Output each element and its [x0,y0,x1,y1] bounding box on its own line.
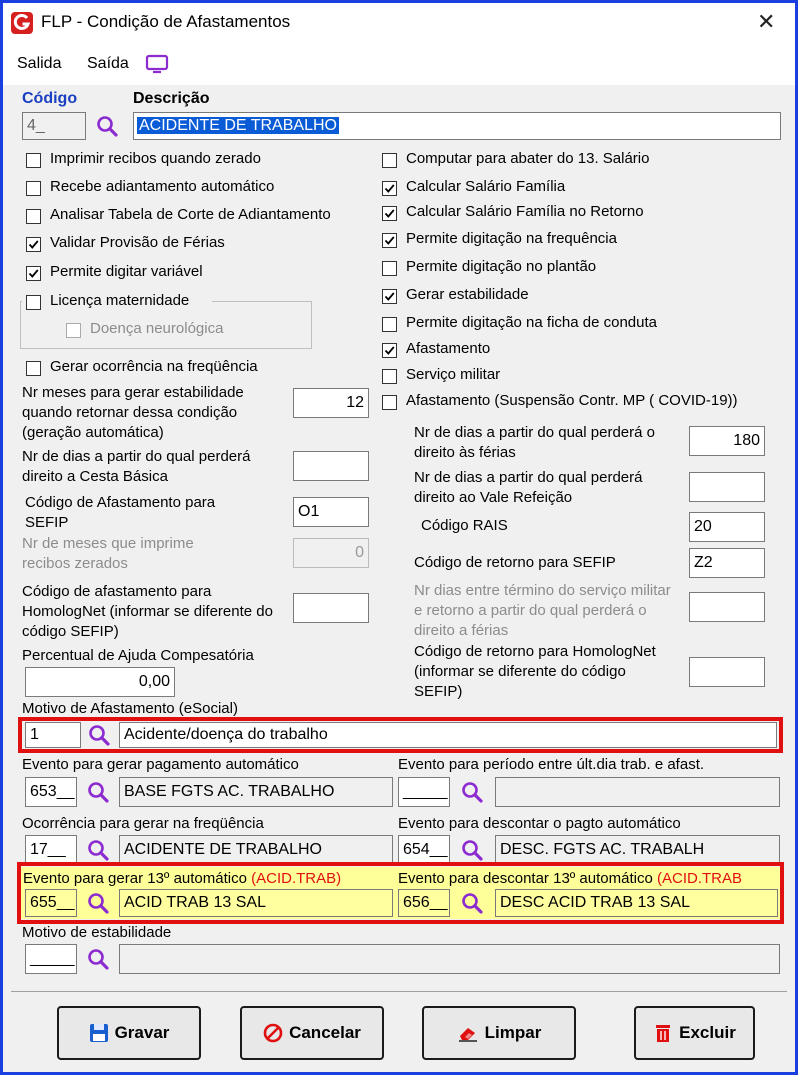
input-evento-periodo-code[interactable]: _____ [398,777,450,807]
checkbox-analisar-tabela[interactable] [26,209,41,224]
input-motivo-code[interactable]: 1 [25,722,81,748]
input-cod-rais[interactable]: 20 [689,512,765,542]
label-evento-periodo: Evento para período entre últ.dia trab. e afast. [398,756,705,773]
evento-periodo-search-icon[interactable] [460,780,484,804]
label-motivo-afastamento: Motivo de Afastamento (eSocial) [22,700,238,717]
input-percentual[interactable]: 0,00 [25,667,175,697]
limpar-label: Limpar [484,1023,542,1042]
check-icon [383,234,396,247]
codigo-input[interactable]: 4_ [22,112,86,140]
trash-icon [653,1023,673,1043]
window-title: FLP - Condição de Afastamentos [41,12,291,31]
label-salario-familia-retorno: Calcular Salário Família no Retorno [406,203,644,220]
descricao-selected-text: ACIDENTE DE TRABALHO [139,117,337,134]
input-meses-recibos[interactable]: 0 [293,538,369,568]
label-salario-familia: Calcular Salário Família [406,178,566,195]
evento-pag-search-icon[interactable] [86,780,110,804]
check-icon [27,267,40,280]
checkbox-afastamento-covid[interactable] [382,395,397,410]
input-cod-retorno-sefip[interactable]: Z2 [689,548,765,578]
motivo-highlight-box [18,717,783,753]
ocorrencia-search-icon[interactable] [86,838,110,862]
app-logo-icon [11,12,33,34]
evento-desc-pag-search-icon[interactable] [460,838,484,862]
cancelar-button[interactable] [240,1006,384,1060]
label-percentual: Percentual de Ajuda Compesatória [22,647,254,664]
label-computar-13: Computar para abater do 13. Salário [406,150,650,167]
excluir-button[interactable] [634,1006,755,1060]
check-icon [383,182,396,195]
label-validar-provisao: Validar Provisão de Férias [50,234,225,251]
save-icon [89,1023,109,1043]
checkbox-gerar-estabilidade[interactable] [382,289,397,304]
checkbox-computar-13[interactable] [382,153,397,168]
input-estabilidade-code[interactable]: _____ [25,944,77,974]
codigo-label: Código [22,90,78,107]
label-cod-homolog: Código de afastamento para HomologNet (informar se diferente do código SEFIP) [22,583,273,640]
label-gerar-ocorrencia: Gerar ocorrência na freqüência [50,358,258,375]
evento-13-label-text: Evento para gerar 13º automático [23,870,247,887]
check-icon [27,238,40,251]
menu-bar [3,43,795,85]
checkbox-digitacao-frequencia[interactable] [382,233,397,248]
input-cod-retorno-homolog[interactable] [689,657,765,687]
input-dias-cesta[interactable] [293,451,369,481]
label-evento-pag: Evento para gerar pagamento automático [22,756,299,773]
checkbox-permite-variavel[interactable] [26,266,41,281]
label-ocorrencia: Ocorrência para gerar na freqüência [22,815,264,832]
monitor-icon[interactable] [145,54,169,74]
evento-13-highlight-box [17,862,784,924]
label-evento-desc-pag: Evento para descontar o pagto automático [398,815,681,832]
input-evento-desc-13-code[interactable]: 656__ [398,889,450,917]
input-ocorrencia-desc: ACIDENTE DE TRABALHO [119,835,393,865]
limpar-button[interactable] [422,1006,576,1060]
label-dias-ferias: Nr de dias a partir do qual perderá o direito às férias [414,424,655,461]
cancelar-label: Cancelar [289,1023,361,1042]
evento-13-tag: (ACID.TRAB) [251,870,342,887]
label-afastamento: Afastamento [406,340,491,357]
label-ficha-conduta: Permite digitação na ficha de conduta [406,314,657,331]
label-estabilidade: Motivo de estabilidade [22,924,172,941]
label-doenca-neurologica: Doença neurológica [90,320,224,337]
label-dias-cesta: Nr de dias a partir do qual perderá direito a Cesta Básica [22,448,251,485]
label-afastamento-covid: Afastamento (Suspensão Contr. MP ( COVID-19)) [406,392,738,409]
close-icon[interactable]: ✕ [757,9,776,34]
checkbox-doenca-neurologica[interactable] [66,323,81,338]
input-dias-vale[interactable] [689,472,765,502]
input-dias-militar[interactable] [689,592,765,622]
label-analisar-tabela: Analisar Tabela de Corte de Adiantamento [50,206,331,223]
input-meses-estabilidade[interactable]: 12 [293,388,369,418]
input-evento-desc-pag-code[interactable]: 654__ [398,835,450,865]
title-bar [3,3,795,43]
checkbox-afastamento[interactable] [382,343,397,358]
label-imprimir-recibos: Imprimir recibos quando zerado [50,150,261,167]
divider [11,991,787,992]
label-cod-sefip: Código de Afastamento para SEFIP [25,494,216,531]
check-icon [383,290,396,303]
input-evento-pag-desc: BASE FGTS AC. TRABALHO [119,777,393,807]
descricao-label: Descrição [133,90,210,107]
label-cod-rais: Código RAIS [421,517,508,534]
checkbox-salario-familia-retorno[interactable] [382,206,397,221]
input-evento-13-code[interactable]: 655__ [25,889,77,917]
checkbox-adiantamento[interactable] [26,181,41,196]
label-meses-recibos: Nr de meses que imprime recibos zerados [22,535,194,572]
input-cod-homolog[interactable] [293,593,369,623]
input-ocorrencia-code[interactable]: 17__ [25,835,77,865]
gravar-button[interactable] [57,1006,201,1060]
input-cod-sefip[interactable]: O1 [293,497,369,527]
checkbox-validar-provisao[interactable] [26,237,41,252]
excluir-label: Excluir [679,1023,736,1042]
input-evento-13-desc: ACID TRAB 13 SAL [119,889,393,917]
check-icon [383,207,396,220]
evento-desc-13-label-text: Evento para descontar 13º automático [398,870,653,887]
label-permite-variavel: Permite digitar variável [50,263,203,280]
input-evento-periodo-desc [495,777,780,807]
input-motivo-desc[interactable]: Acidente/doença do trabalho [119,722,777,748]
cancel-icon [263,1023,283,1043]
estabilidade-search-icon[interactable] [86,947,110,971]
gravar-label: Gravar [114,1023,170,1042]
checkbox-ficha-conduta[interactable] [382,317,397,332]
input-dias-ferias[interactable]: 180 [689,426,765,456]
checkbox-digitacao-plantao[interactable] [382,261,397,276]
input-evento-pag-code[interactable]: 653__ [25,777,77,807]
menu-item-saida[interactable]: Saída [87,55,129,72]
input-evento-desc-pag-desc: DESC. FGTS AC. TRABALH [495,835,780,865]
codigo-search-icon[interactable] [95,114,119,138]
checkbox-salario-familia[interactable] [382,181,397,196]
label-servico-militar: Serviço militar [406,366,501,383]
checkbox-gerar-ocorrencia[interactable] [26,361,41,376]
label-cod-retorno-sefip: Código de retorno para SEFIP [414,554,616,571]
checkbox-servico-militar[interactable] [382,369,397,384]
label-adiantamento: Recebe adiantamento automático [50,178,275,195]
label-licenca-maternidade: Licença maternidade [50,292,190,309]
label-gerar-estabilidade: Gerar estabilidade [406,286,529,303]
label-cod-retorno-homolog: Código de retorno para HomologNet (informar se diferente do código SEFIP) [414,643,656,700]
label-dias-militar: Nr dias entre término do serviço militar e retorno a partir do qual perderá o direito a férias [414,582,671,639]
input-evento-desc-13-desc: DESC ACID TRAB 13 SAL [495,889,778,917]
menu-item-salida[interactable]: Salida [17,55,62,72]
label-meses-estabilidade: Nr meses para gerar estabilidade quando retornar dessa condição (geração automática) [22,384,244,441]
evento-desc-13-tag: (ACID.TRAB [656,870,742,887]
checkbox-licenca-maternidade[interactable] [26,295,41,310]
input-estabilidade-desc [119,944,780,974]
eraser-icon [457,1023,479,1043]
label-dias-vale: Nr de dias a partir do qual perderá direito ao Vale Refeição [414,469,643,506]
check-icon [383,344,396,357]
label-digitacao-plantao: Permite digitação no plantão [406,258,597,275]
checkbox-imprimir-recibos[interactable] [26,153,41,168]
label-digitacao-frequencia: Permite digitação na frequência [406,230,617,247]
descricao-input[interactable] [133,112,781,140]
